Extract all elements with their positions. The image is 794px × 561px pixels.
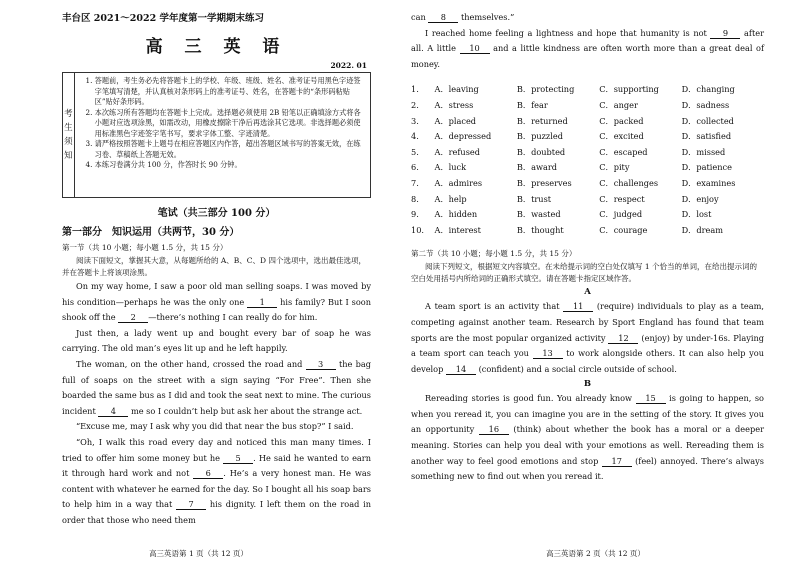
option-a: A．interest <box>434 224 481 235</box>
option-a: A．refused <box>434 146 480 157</box>
section-one-instructions: 阅读下面短文，掌握其大意，从每题所给的 A、B、C、D 四个选项中，选出最佳选项，并在答题卡上将该项涂黑。 <box>62 256 366 277</box>
notice-label-char: 考 <box>64 109 73 119</box>
option-b: B．award <box>516 162 558 173</box>
question-number: 5. <box>411 146 419 157</box>
blank-3: 3 <box>306 359 336 370</box>
option-d: D．changing <box>681 84 735 95</box>
option-row <box>411 192 764 208</box>
passage-text: Rereading stories is good fun. You already know <box>425 393 633 404</box>
written-test-title: 笔试（共三部分 100 分） <box>157 208 276 219</box>
section-two-instructions: 阅读下列短文，根据短文内容填空。在未给提示词的空白处仅填写 1 个恰当的单词，在给出提示词的空白处用括号内所给词的正确形式填空。请在答题卡指定区域作答。 <box>411 262 758 284</box>
question-number: 10. <box>411 224 425 235</box>
option-b: B．returned <box>516 115 568 126</box>
option-a: A．luck <box>434 162 467 173</box>
option-a: A．placed <box>434 115 477 126</box>
option-d: D．patience <box>681 162 732 173</box>
option-c: C．respect <box>599 193 645 204</box>
option-b: B．trust <box>516 193 552 204</box>
blank-8: 8 <box>428 12 458 23</box>
notice-list <box>75 76 366 197</box>
passage-text: (feel) annoyed. There’s always something new to find out when you reread it. <box>411 455 764 482</box>
blank-7: 7 <box>176 499 206 510</box>
option-row <box>411 223 764 239</box>
blank-14: 14 <box>446 364 476 375</box>
passage-text: “Oh, I walk this road every day and noticed this man many times. I tried to offer him some money but he <box>62 436 371 463</box>
passage-paragraph <box>62 419 371 435</box>
passage-text: Just then, a lady went up and bought every bar of soap he was carrying. The old man’s eyes lit up and he left happily. <box>62 327 371 354</box>
blank-9: 9 <box>710 28 740 39</box>
option-c: C．judged <box>599 209 643 220</box>
option-d: D．enjoy <box>681 193 719 204</box>
option-b: B．doubted <box>516 146 566 157</box>
question-number: 7. <box>411 177 419 188</box>
option-b: B．preserves <box>516 177 572 188</box>
school-heading: 丰台区 2021～2022 学年度第一学期期末练习 <box>62 13 264 24</box>
passage-paragraph <box>411 26 764 73</box>
option-c: C．supporting <box>599 84 659 95</box>
option-d: D．dream <box>681 224 724 235</box>
question-number: 6. <box>411 162 419 173</box>
question-number: 3. <box>411 115 419 126</box>
option-c: C．pity <box>599 162 630 173</box>
candidate-notice-box <box>62 72 371 198</box>
option-b: B．wasted <box>516 209 561 220</box>
option-a: A．depressed <box>434 131 492 142</box>
option-d: D．collected <box>681 115 734 126</box>
notice-item: 3. 请严格按照答题卡上题号在相应答题区内作答，超出答题区域书写的答案无效，在练习卷、草稿纸上答题无效。 <box>95 139 366 160</box>
option-row <box>411 129 764 145</box>
option-c: C．anger <box>599 99 638 110</box>
option-c: C．packed <box>599 115 644 126</box>
option-a: A．help <box>434 193 467 204</box>
passage-a-label: A <box>584 287 591 298</box>
option-row <box>411 145 764 161</box>
exam-title: 高 三 英 语 <box>145 37 288 57</box>
right-page <box>397 0 794 561</box>
option-c: C．escaped <box>599 146 648 157</box>
passage-text: (require) individuals to play as a team, competing against another team. Research by Sport England has found that team sports are the most popular organized activity <box>411 301 764 343</box>
notice-label-char: 知 <box>64 151 73 161</box>
exam-date: 2022. 01 <box>330 61 367 70</box>
passage-text: The woman, on the other hand, crossed the road and <box>76 358 303 369</box>
blank-15: 15 <box>636 393 666 404</box>
section-one-heading: 第一节（共 10 小题；每小题 1.5 分，共 15 分） <box>62 243 228 252</box>
passage-text: I reached home feeling a lightness and hope that humanity is not <box>425 27 707 38</box>
passage-text: his dignity. I left them on the road in order that those who need them <box>62 499 371 525</box>
option-d: D．missed <box>681 146 726 157</box>
option-row <box>411 160 764 176</box>
question-number: 8. <box>411 193 419 204</box>
passage-text: his family? But I soon shook off the <box>62 296 371 323</box>
passage-text: . He said he wanted to earn it through hard work and not <box>62 452 371 479</box>
option-row <box>411 176 764 192</box>
passage-text: A team sport is an activity that <box>425 301 560 312</box>
blank-10: 10 <box>460 43 490 54</box>
passage-text: and a little kindness are often worth more than a great deal of money. <box>411 43 764 69</box>
question-number: 9. <box>411 209 419 220</box>
part-one-heading: 第一部分 知识运用（共两节，30 分） <box>62 227 240 238</box>
passage-paragraph <box>62 279 371 326</box>
blank-1: 1 <box>247 297 277 308</box>
passage-text: (think) about whether the book has a moral or a deeper meaning. Stories can help you deal with your emotions as well. Rereading them is another way to feel good emotions and stop <box>411 424 764 466</box>
option-b: B．fear <box>516 99 548 110</box>
option-b: B．puzzled <box>516 131 563 142</box>
option-c: C．courage <box>599 224 648 235</box>
notice-label <box>63 73 75 197</box>
passage-text: “Excuse me, may I ask why you did that near the bus stop?” I said. <box>76 421 354 432</box>
question-number: 4. <box>411 131 419 142</box>
passage-text: (confident) and a social circle outside of school. <box>478 363 677 374</box>
passage-text: is going to happen, so when you reread it, you can imagine you are in the setting of the story. It gives you an opportunity <box>411 393 764 435</box>
passage-paragraph <box>62 357 371 419</box>
passage-text: (enjoy) by under-16s. Playing a team sport can teach you <box>411 332 764 359</box>
option-c: C．excited <box>599 131 644 142</box>
option-d: D．sadness <box>681 99 730 110</box>
option-b: B．thought <box>516 224 564 235</box>
passage-text: me so I couldn’t help but ask her about the strange act. <box>130 405 363 416</box>
notice-label-char: 须 <box>64 137 73 147</box>
passage-paragraph <box>62 326 371 357</box>
blank-17: 17 <box>602 456 632 467</box>
option-b: B．protecting <box>516 84 575 95</box>
passage-text: On my way home, I saw a poor old man selling soaps. I was moved by his condition—perhaps he was the only one <box>62 281 371 307</box>
blank-6: 6 <box>193 468 223 479</box>
blank-4: 4 <box>98 406 128 417</box>
passage-paragraph <box>411 10 764 26</box>
passage-text: . He’s a very honest man. He was content with whatever he earned for the day. So I bought all his soap bars to help him in a way that <box>62 468 371 510</box>
blank-16: 16 <box>479 424 509 435</box>
passage-text: the bag full of soaps on the street with a sign saying “For Free”. Then she boarded the same bus as I did and took the seat next to mine. The curious incident <box>62 358 371 416</box>
question-number: 1. <box>411 84 419 95</box>
section-two-heading: 第二节（共 10 小题；每小题 1.5 分，共 15 分） <box>411 249 577 259</box>
option-row <box>411 82 764 98</box>
option-a: A．hidden <box>434 209 478 220</box>
passage-b-label: B <box>583 379 592 390</box>
passage-text: can <box>411 12 426 22</box>
option-d: D．examines <box>681 177 736 188</box>
page-footer-right: 高三英语第 2 页（共 12 页） <box>546 549 645 558</box>
page-footer-left: 高三英语第 1 页（共 12 页） <box>149 549 248 558</box>
blank-12: 12 <box>608 333 638 344</box>
passage-text: to work alongside others. It can also help you develop <box>411 348 765 374</box>
notice-item: 4. 本练习卷满分共 100 分，作答时长 90 分钟。 <box>95 160 366 171</box>
blank-13: 13 <box>533 348 563 359</box>
passage-text: themselves.” <box>460 12 515 22</box>
notice-item: 2. 本次练习所有答题均在答题卡上完成。选择题必须使用 2B 铅笔以正确填涂方式将各小题对应选项涂黑，如需改动，用橡皮擦除干净后再选涂其它选项。非选择题必须使用标准黑色字迹签字笔书写，要求字体工整、字迹清楚。 <box>95 108 366 140</box>
option-row <box>411 98 764 114</box>
option-d: D．lost <box>681 209 712 220</box>
option-c: C．challenges <box>599 177 659 188</box>
passage-paragraph <box>411 391 764 485</box>
option-row <box>411 114 764 130</box>
passage-paragraph <box>411 299 764 377</box>
option-a: A．admires <box>434 177 483 188</box>
option-a: A．leaving <box>434 84 479 95</box>
option-row <box>411 207 764 223</box>
notice-item: 1. 答题前，考生务必先将答题卡上的学校、年级、班级、姓名、准考证号用黑色字迹签字笔填写清楚，并认真核对条形码上的准考证号、姓名，在答题卡的“条形码粘贴区”贴好条形码。 <box>95 76 366 108</box>
passage-paragraph <box>62 435 371 529</box>
notice-label-char: 生 <box>64 123 73 133</box>
option-d: D．satisfied <box>681 131 732 142</box>
passage-text: —there’s nothing I can really do for him. <box>148 312 318 323</box>
blank-2: 2 <box>118 312 148 323</box>
question-number: 2. <box>411 99 419 110</box>
option-a: A．stress <box>434 99 474 110</box>
passage-text: after all. A little <box>411 27 765 54</box>
blank-5: 5 <box>223 453 253 464</box>
blank-11: 11 <box>563 301 593 312</box>
answer-options <box>411 82 764 238</box>
